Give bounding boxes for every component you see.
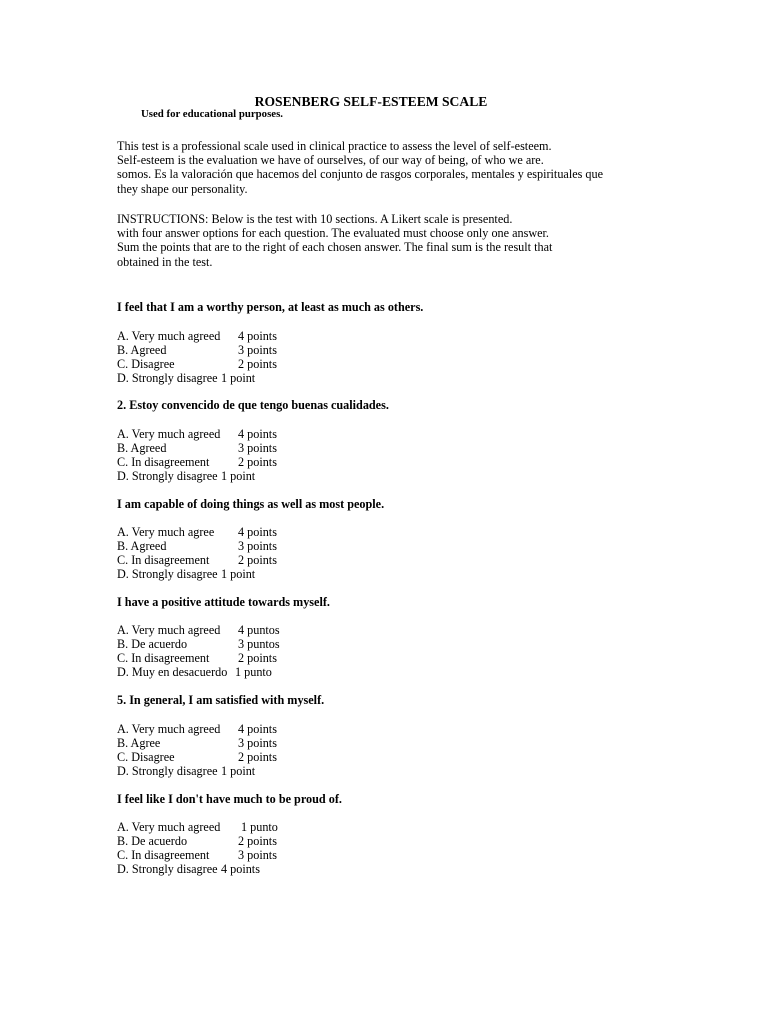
option-points: 1 point bbox=[221, 764, 256, 779]
option-label: C. Disagree bbox=[117, 750, 175, 765]
option-points: 3 points bbox=[238, 441, 277, 456]
option-label: C. In disagreement bbox=[117, 553, 210, 568]
option-label: A. Very much agreed bbox=[117, 329, 221, 343]
option-label: A. Very much agreed bbox=[117, 820, 221, 834]
option-points: 3 points bbox=[238, 343, 277, 358]
option-label: A. Very much agreed bbox=[117, 427, 221, 441]
option-points: 3 points bbox=[238, 736, 277, 751]
option-points: 2 points bbox=[238, 357, 277, 372]
option-label: B. Agreed bbox=[117, 539, 167, 554]
option-label: C. Disagree bbox=[117, 357, 175, 372]
option-points: 4 points bbox=[238, 525, 277, 539]
option-points: 2 points bbox=[238, 651, 277, 666]
option-label: C. In disagreement bbox=[117, 651, 210, 666]
instructions-paragraph bbox=[117, 212, 677, 269]
option-label: B. De acuerdo bbox=[117, 834, 188, 849]
option-label: B. Agreed bbox=[117, 343, 167, 358]
option-label: A. Very much agree bbox=[117, 525, 215, 539]
option-label: B. Agreed bbox=[117, 441, 167, 456]
option-points: 1 point bbox=[221, 371, 256, 386]
intro-line: somos. Es la valoración que hacemos del conjunto de rasgos corporales, mentales y espirituales que bbox=[117, 167, 604, 182]
intro-line: they shape our personality. bbox=[117, 181, 248, 196]
option-label: D. Strongly disagree bbox=[117, 567, 218, 582]
instructions-line: INSTRUCTIONS: Below is the test with 10 sections. A Likert scale is presented. bbox=[117, 212, 513, 226]
option-points: 4 points bbox=[238, 722, 277, 736]
option-points: 4 puntos bbox=[238, 623, 280, 637]
option-label: B. De acuerdo bbox=[117, 637, 188, 652]
option-points: 4 points bbox=[221, 862, 260, 877]
option-label: C. In disagreement bbox=[117, 848, 210, 863]
option-label: A. Very much agreed bbox=[117, 623, 221, 637]
instructions-line: Sum the points that are to the right of each chosen answer. The final sum is the result that bbox=[117, 240, 553, 255]
option-points: 4 points bbox=[238, 427, 277, 441]
instructions-line: with four answer options for each question. The evaluated must choose only one answer. bbox=[117, 226, 549, 241]
option-points: 2 points bbox=[238, 750, 277, 765]
option-label: D. Strongly disagree bbox=[117, 469, 218, 484]
intro-paragraph bbox=[117, 139, 677, 196]
question-1-text: I feel that I am a worthy person, at least as much as others. bbox=[117, 300, 424, 314]
intro-line: This test is a professional scale used in clinical practice to assess the level of self-esteem. bbox=[117, 139, 552, 153]
option-points: 4 points bbox=[238, 329, 277, 343]
intro-line: Self-esteem is the evaluation we have of ourselves, of our way of being, of who we are. bbox=[117, 153, 544, 168]
option-points: 1 punto bbox=[235, 665, 272, 680]
question-6-text: I feel like I don't have much to be proud of. bbox=[117, 792, 342, 806]
option-label: D. Muy en desacuerdo bbox=[117, 665, 228, 680]
option-points: 3 puntos bbox=[238, 637, 280, 652]
option-points: 1 point bbox=[221, 567, 256, 582]
option-label: B. Agree bbox=[117, 736, 161, 751]
option-points: 2 points bbox=[238, 553, 277, 568]
document-title: ROSENBERG SELF-ESTEEM SCALE bbox=[254, 94, 488, 109]
option-label: D. Strongly disagree bbox=[117, 764, 218, 779]
document-subtitle: Used for educational purposes. bbox=[141, 108, 283, 120]
option-points: 1 point bbox=[221, 469, 256, 484]
option-label: C. In disagreement bbox=[117, 455, 210, 470]
option-points: 3 points bbox=[238, 539, 277, 554]
option-points: 2 points bbox=[238, 455, 277, 470]
question-2-text: 2. Estoy convencido de que tengo buenas cualidades. bbox=[117, 398, 389, 412]
option-points: 2 points bbox=[238, 834, 277, 849]
option-points: 1 punto bbox=[241, 820, 278, 834]
question-4-text: I have a positive attitude towards myself. bbox=[117, 595, 330, 609]
option-label: A. Very much agreed bbox=[117, 722, 221, 736]
option-label: D. Strongly disagree bbox=[117, 371, 218, 386]
instructions-line: obtained in the test. bbox=[117, 254, 213, 269]
option-label: D. Strongly disagree bbox=[117, 862, 218, 877]
question-5-text: 5. In general, I am satisfied with myself. bbox=[117, 693, 325, 707]
option-points: 3 points bbox=[238, 848, 277, 863]
question-3-text: I am capable of doing things as well as most people. bbox=[117, 497, 385, 511]
